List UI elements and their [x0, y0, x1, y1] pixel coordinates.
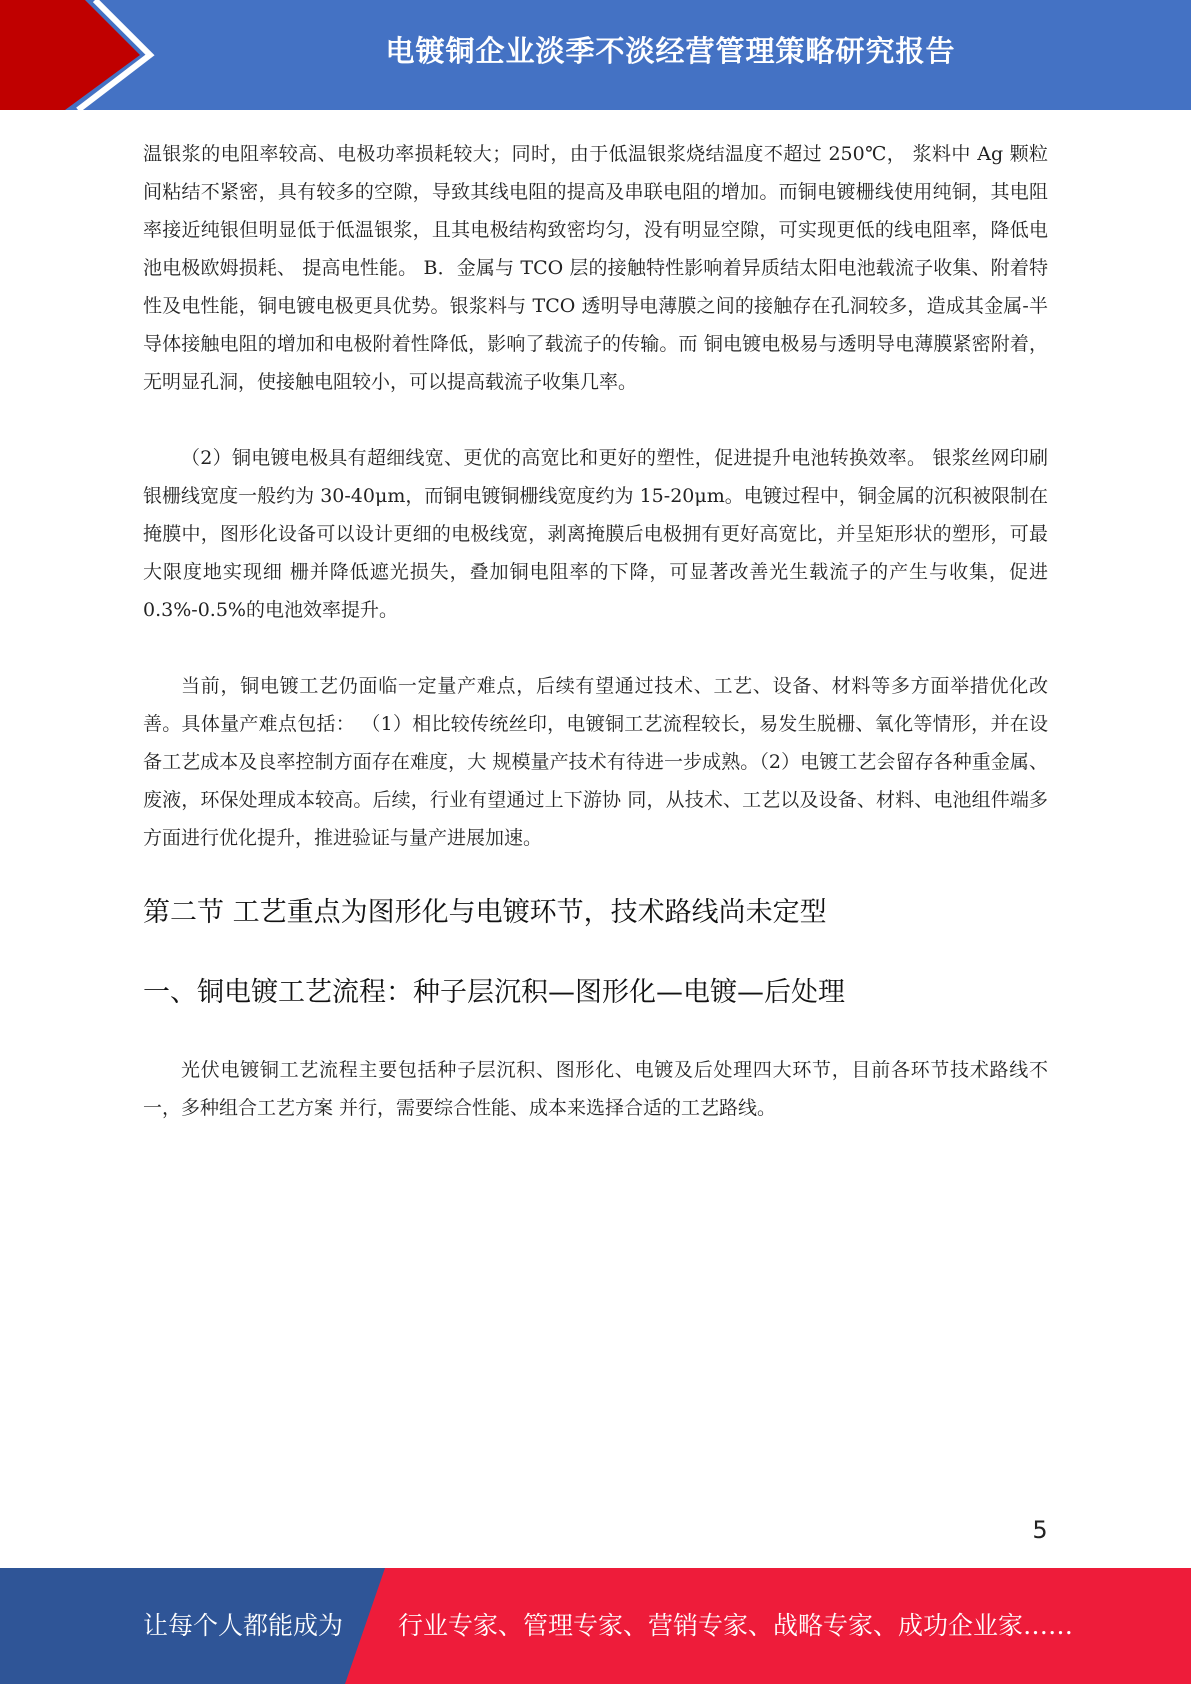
body-paragraph-2: （2）铜电镀电极具有超细线宽、更优的高宽比和更好的塑性，促进提升电池转换效率。 银浆丝网印刷银栅线宽度一般约为 30-40μm，而铜电镀铜栅线宽度约为 15-20μm。电镀过程中，铜金属的沉积被限制在 掩膜中，图形化设备可以设计更细的电极线宽，剥离掩膜后电极拥有更好高宽比，并呈矩形状的塑形，可最大限度地实现细 栅并降低遮光损失，叠加铜电阻率的下降，可显著改善光生载流子的产生与收集，促进 0.3%-0.5%的电池效率提升。 — [143, 447, 1048, 621]
page-header — [0, 0, 1191, 110]
closing-paragraph: 光伏电镀铜工艺流程主要包括种子层沉积、图形化、电镀及后处理四大环节，目前各环节技术路线不一，多种组合工艺方案 并行，需要综合性能、成本来选择合适的工艺路线。 — [143, 1059, 1048, 1119]
page-number: 5 — [1032, 1516, 1048, 1544]
header-title: 电镀铜企业淡季不淡经营管理策略研究报告 — [385, 34, 956, 68]
header-red-chevron — [0, 0, 140, 110]
footer-slogan-right: 行业专家、管理专家、营销专家、战略专家、成功企业家…… — [398, 1611, 1074, 1640]
page-content — [143, 135, 1048, 1127]
footer-slogan-left: 让每个人都能成为 — [143, 1611, 344, 1640]
body-paragraph-1: 温银浆的电阻率较高、电极功率损耗较大；同时，由于低温银浆烧结温度不超过 250℃， 浆料中 Ag 颗粒间粘结不紧密，具有较多的空隙，导致其线电阻的提高及串联电阻的增加。而铜电镀栅线使用纯铜，其电阻 率接近纯银但明显低于低温银浆，且其电极结构致密均匀，没有明显空隙，可实现更低的线电阻率，降低电池电极欧姆损耗、 提高电性能。 B．金属与 TCO 层的接触特性影响着异质结太阳电池载流子收集、附着特性及电性能，铜电镀电极更具优势。银浆料与 TCO 透明导电薄膜之间的接触存在孔洞较多，造成其金属-半导体接触电阻的增加和电极附着性降低，影响了载流子的传输。而 铜电镀电极易与透明导电薄膜紧密附着，无明显孔洞，使接触电阻较小，可以提高载流子收集几率。 — [143, 143, 1048, 393]
section-heading: 第二节 工艺重点为图形化与电镀环节，技术路线尚未定型 — [143, 897, 827, 928]
body-paragraph-3: 当前，铜电镀工艺仍面临一定量产难点，后续有望通过技术、工艺、设备、材料等多方面举措优化改善。具体量产难点包括： （1）相比较传统丝印，电镀铜工艺流程较长，易发生脱栅、氧化等情形，并在设备工艺成本及良率控制方面存在难度，大 规模量产技术有待进一步成熟。（2）电镀工艺会留存各种重金属、废液，环保处理成本较高。后续，行业有望通过上下游协 同，从技术、工艺以及设备、材料、电池组件端多方面进行优化提升，推进验证与量产进展加速。 — [143, 675, 1048, 849]
header-chevron-decoration — [0, 0, 160, 110]
page-footer — [0, 1568, 1191, 1684]
subsection-heading: 一、铜电镀工艺流程：种子层沉积—图形化—电镀—后处理 — [143, 977, 845, 1008]
